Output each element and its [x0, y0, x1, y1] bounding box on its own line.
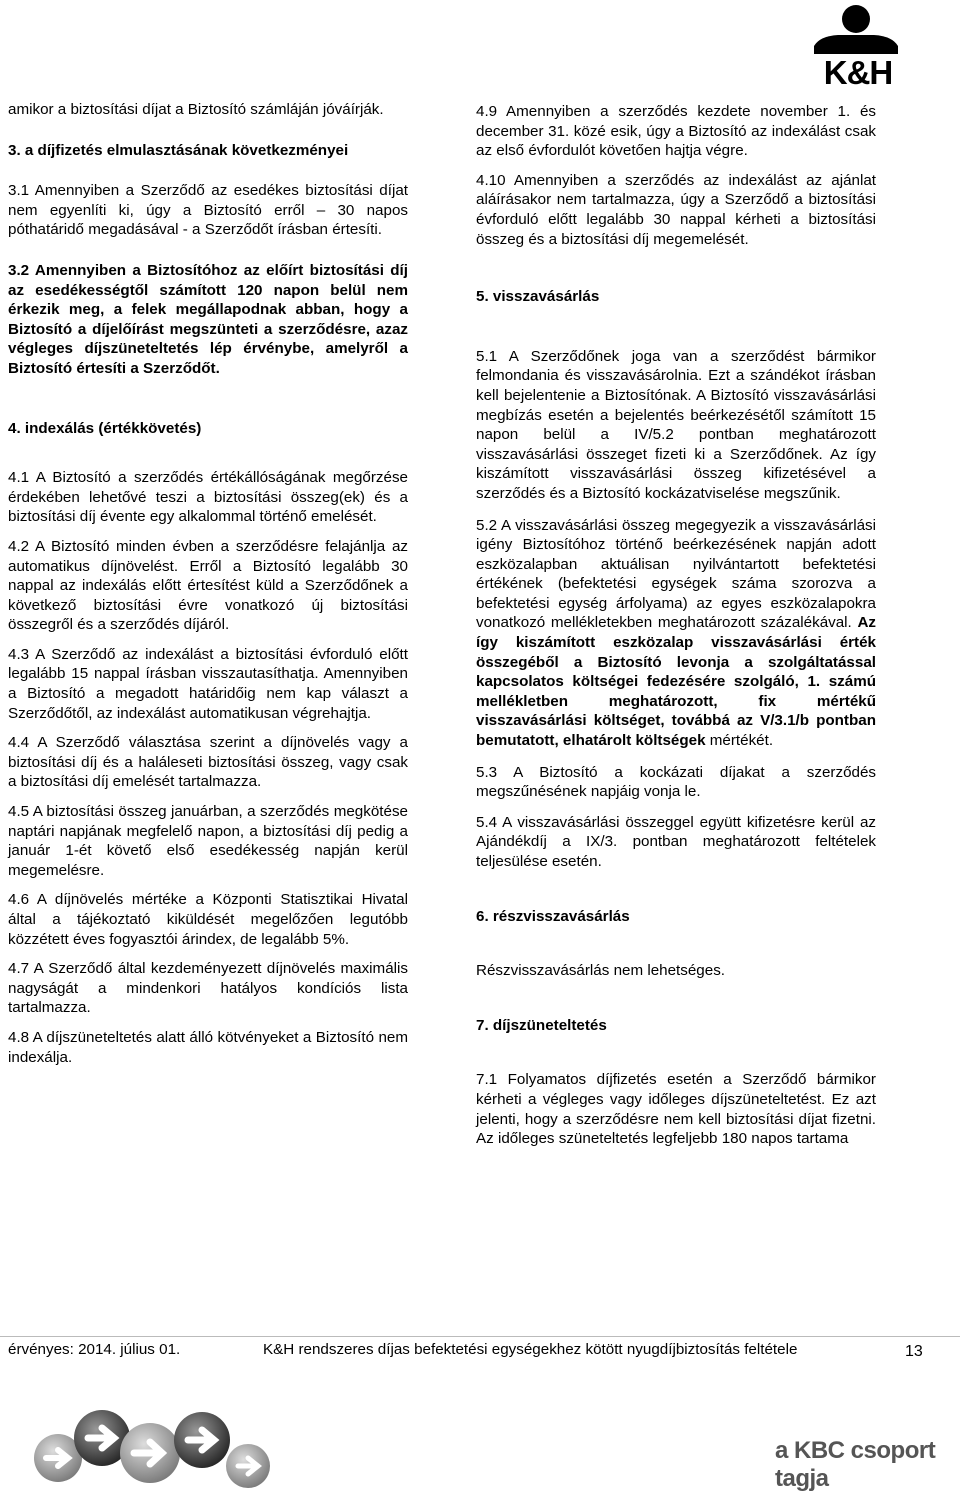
kbc-group-tagline: a KBC csoport tagja: [775, 1437, 936, 1492]
heading-6: 6. részvisszavásárlás: [476, 907, 630, 925]
paragraph-4-10: 4.10 Amennyiben a szerződés az indexálást az ajánlat aláírásakor nem tartalmazza, úgy a Szerződő a biztosítási évforduló előtt legalább 30 nappal kérheti a biztosítási összeg és a biztosítási díj megemelését.: [476, 171, 876, 248]
paragraph-6: Részvisszavásárlás nem lehetséges.: [476, 962, 726, 980]
paragraph-4-8: 4.8 A díjszüneteltetés alatt álló kötvényeket a Biztosító nem indexálja.: [8, 1028, 408, 1066]
paragraph-4-3: 4.3 A Szerződő az indexálást a biztosítási évforduló előtt legalább 15 nappal írásban visszautasíthatja. Amennyiben a Biztosító a megadott határidőig nem kap választ a Szerződőtől, az indexálást automatikusan végrehajtja.: [8, 645, 408, 722]
footer-title: K&H rendszeres díjas befektetési egységekhez kötött nyugdíjbiztosítás feltétele: [263, 1341, 798, 1358]
footer-validity: érvényes: 2014. július 01.: [8, 1341, 181, 1358]
paragraph-3-1: 3.1 Amennyiben a Szerződő az esedékes biztosítási díjat nem egyenlíti ki, úgy a Biztosító erről – 30 napos póthatáridő megadásával - a Szerződőt írásban értesíti.: [8, 182, 408, 239]
paragraph-5-1: 5.1 A Szerződőnek joga van a szerződést bármikor felmondania és visszavásárolnia. Ezt a szándékot írásban kell bejelentenie a Biztosítónak. A Biztosító visszavásárlási megbízás esetén a bejelentés beérkezésétől számított 15 napon belül a IV/5.2 pontban meghatározott visszavásárlási összeget fizeti ki a Szerződőnek. Az így kiszámított visszavásárlási összeg kifizetésével a szerződés és a Biztosító kockázatviselése megszűnik.: [476, 347, 876, 502]
paragraph-4-1: 4.1 A Biztosító a szerződés értékállóságának megőrzése érdekében lehetővé teszi a biztosítási összeg(ek) és a biztosítási díj évente egy alkalommal történő emelését.: [8, 469, 408, 526]
heading-5: 5. visszavásárlás: [476, 288, 600, 306]
kh-logo: [798, 2, 918, 91]
arrow-circles-icon: [30, 1408, 280, 1501]
paragraph-4-7: 4.7 A Szerződő által kezdeményezett díjnövelés maximális nagyságát a mindenkori hatályos kondíciós lista tartalmazza.: [8, 960, 408, 1017]
paragraph-4-2: 4.2 A Biztosító minden évben a szerződésre felajánlja az automatikus díjnövelést. Erről a Biztosító legalább 30 nappal az indexálás előtt értesítést küld a Szerződőnek a következő biztosítási évre vonatkozó új biztosítási összegről és a szerződés díjáról.: [8, 537, 408, 634]
paragraph-5-4: 5.4 A visszavásárlási összeggel együtt kifizetésre kerül az Ajándékdíj a IX/3. pontban meghatározott feltételek teljesülése esetén.: [476, 813, 876, 870]
paragraph-4-6: 4.6 A díjnövelés mértéke a Központi Statisztikai Hivatal által a tájékoztató kiküldését megelőzően legutóbb közzétett éves fogyasztói árindex, de legalább 5%.: [8, 891, 408, 948]
footer-divider: [0, 1336, 960, 1337]
right-column: [476, 102, 876, 1149]
paragraph-4-9: 4.9 Amennyiben a szerződés kezdete november 1. és december 31. közé esik, úgy a Biztosító az indexálást csak az első évfordulót követően hajtja végre.: [476, 103, 876, 160]
paragraph-5-3: 5.3 A Biztosító a kockázati díjakat a szerződés megszűnésének napjáig vonja le.: [476, 763, 876, 801]
left-column: [8, 100, 408, 1067]
paragraph-5-2: [476, 516, 876, 751]
kh-logo-mark: [810, 2, 902, 62]
paragraph-intro: amikor a biztosítási díjat a Biztosító számláján jóváírják.: [8, 101, 384, 118]
paragraph-3-2: 3.2 Amennyiben a Biztosítóhoz az előírt biztosítási díj az esedékességtől számított 120 napon belül nem érkezik meg, a felek megállapodnak abban, hogy a Biztosító a díjelőírást megszünteti a szerződésre, azaz végleges díjszüneteltetés lép érvénybe, amelyről a Biztosító értesíti a Szerződőt.: [8, 261, 408, 377]
kh-logo-text: K&H: [823, 54, 893, 91]
paragraph-5-2-tail: mértékét.: [705, 732, 774, 750]
page-number: 13: [905, 1343, 923, 1360]
heading-7: 7. díjszüneteltetés: [476, 1016, 607, 1034]
heading-3: [8, 141, 408, 161]
paragraph-7-1: 7.1 Folyamatos díjfizetés esetén a Szerződő bármikor kérheti a végleges vagy időleges díjszüneteltetést. Ez azt jelenti, hogy a szerződésre nem kell biztosítási díjat fizetni. Az időleges szüneteltetés legfeljebb 180 napos tartama: [476, 1071, 876, 1148]
paragraph-4-5: 4.5 A biztosítási összeg januárban, a szerződés megkötése naptári napjának megfelelő napon, a biztosítási díj pedig a január 1-ét követő első esedékesség napján kerül megemelésre.: [8, 803, 408, 879]
paragraph-5-2-bold: Az így kiszámított eszközalap visszavásárlási érték összegéből a Biztosító levonja a szolgáltatással kapcsolatos költségei fedezésére szolgáló, 1. számú mellékletben meghatározott, fix mértékű visszavásárlási költséget, továbbá az V/3.1/b pontban bemutatott, elhatárolt költségek: [476, 614, 876, 750]
paragraph-4-4: 4.4 A Szerződő választása szerint a díjnövelés vagy a biztosítási díj és a haláleseti biztosítási összeg, vagy csak a biztosítási díj emelését tartalmazza.: [8, 734, 408, 791]
heading-3-text: 3. a díjfizetés elmulasztásának következményei: [8, 141, 349, 159]
paragraph-5-2-plain: 5.2 A visszavásárlási összeg megegyezik a visszavásárlási igény Biztosítóhoz történő beérkezésének napján adott eszközalapban aktuálisan nyilvántartott befektetési értékének (befektetési egységek száma szorozva a befektetési egység árfolyama) az egyes eszközalapokra vonatkozó mellékletekben meghatározott százalékával.: [476, 516, 876, 632]
heading-4: 4. indexálás (értékkövetés): [8, 419, 202, 437]
